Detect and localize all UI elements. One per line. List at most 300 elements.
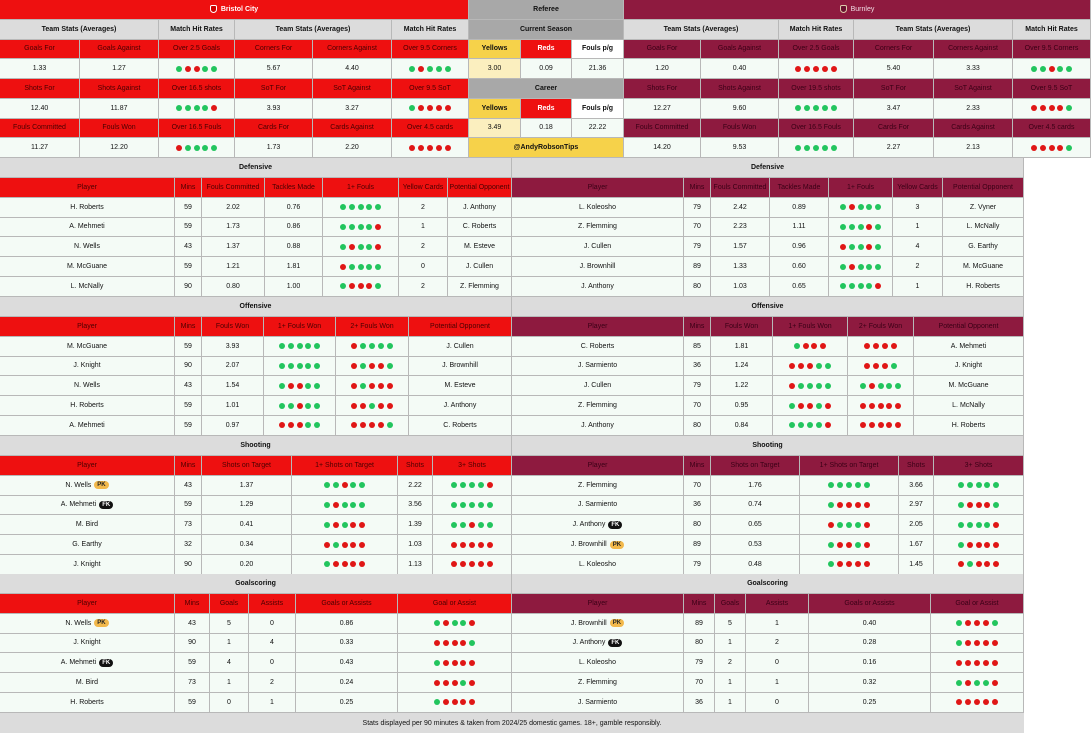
hit-dot-green bbox=[314, 343, 320, 349]
cell-value: 1 bbox=[915, 223, 920, 231]
hit-dot-green bbox=[831, 105, 837, 111]
table-cell bbox=[914, 396, 1024, 416]
table-cell bbox=[202, 198, 265, 218]
stat-value-cell bbox=[80, 59, 159, 79]
table-cell bbox=[202, 257, 265, 277]
cell-value: 59 bbox=[184, 263, 192, 271]
table-cell bbox=[809, 614, 931, 634]
player-name-cell bbox=[512, 535, 684, 555]
hit-rate-dots bbox=[931, 614, 1024, 634]
hit-rate-dots bbox=[800, 496, 899, 516]
player-name: N. Wells bbox=[74, 382, 100, 390]
stat-label: Fouls Won bbox=[722, 124, 757, 132]
column-header-text: Potential Opponent bbox=[430, 322, 490, 330]
stat-value: 1.73 bbox=[266, 144, 281, 152]
hit-dot-red bbox=[846, 542, 852, 548]
stat-label: Goals For bbox=[646, 45, 678, 53]
hit-dot-green bbox=[340, 204, 346, 210]
hit-dot-green bbox=[840, 204, 846, 210]
hit-dot-red bbox=[807, 363, 813, 369]
hit-dot-green bbox=[840, 283, 846, 289]
hit-dot-red bbox=[1031, 145, 1037, 151]
hit-dot-red bbox=[804, 66, 810, 72]
ref-label bbox=[572, 99, 624, 119]
hit-dot-green bbox=[469, 482, 475, 488]
cell-value: 70 bbox=[693, 481, 701, 489]
table-cell bbox=[684, 198, 711, 218]
hit-rate-dots bbox=[159, 138, 235, 158]
hit-dot-red bbox=[967, 542, 973, 548]
referee-current-labels bbox=[469, 40, 624, 60]
hit-dot-green bbox=[828, 502, 834, 508]
away-team-header bbox=[624, 0, 1091, 20]
hit-dot-green bbox=[795, 105, 801, 111]
cell-value: 0.43 bbox=[339, 659, 354, 667]
section-title-text: Shooting bbox=[240, 442, 271, 449]
hit-dot-green bbox=[956, 620, 962, 626]
player-name: J. Anthony bbox=[572, 521, 606, 529]
player-name-cell bbox=[0, 693, 175, 713]
player-name-cell bbox=[0, 357, 175, 377]
table-cell bbox=[715, 693, 746, 713]
table-cell bbox=[175, 634, 210, 654]
column-header-text: Shots on Target bbox=[730, 461, 780, 469]
hit-rate-dots bbox=[829, 277, 893, 297]
column-header bbox=[323, 178, 399, 198]
player-name-cell bbox=[512, 614, 684, 634]
hit-dot-green bbox=[875, 244, 881, 250]
cell-value: 59 bbox=[184, 203, 192, 211]
hit-dot-red bbox=[360, 403, 366, 409]
cell-value: 59 bbox=[184, 342, 192, 350]
player-name: J. Knight bbox=[73, 639, 101, 647]
hit-dot-green bbox=[956, 640, 962, 646]
table-cell bbox=[684, 277, 711, 297]
player-name: H. Roberts bbox=[70, 203, 104, 211]
hit-rate-dots bbox=[934, 515, 1024, 535]
hit-dot-green bbox=[305, 343, 311, 349]
cell-value: 2.97 bbox=[909, 501, 923, 509]
stat-label: Over 9.5 Corners bbox=[403, 45, 457, 53]
table-cell bbox=[711, 277, 770, 297]
hit-dot-green bbox=[849, 244, 855, 250]
stat-label: Shots For bbox=[646, 84, 678, 92]
cell-value: 4 bbox=[227, 659, 231, 667]
cell-value: 80 bbox=[693, 421, 701, 429]
hit-dot-red bbox=[451, 542, 457, 548]
hit-dot-green bbox=[858, 264, 864, 270]
column-header bbox=[398, 456, 433, 476]
hit-rate-dots bbox=[433, 555, 512, 575]
hit-dot-red bbox=[333, 522, 339, 528]
stat-value-cell bbox=[624, 59, 701, 79]
ref-text: Yellows bbox=[481, 104, 508, 112]
table-cell bbox=[409, 357, 512, 377]
cell-value: 90 bbox=[184, 282, 192, 290]
ref-value bbox=[521, 59, 572, 79]
hit-dot-green bbox=[324, 502, 330, 508]
label: Team Stats (Averages) bbox=[663, 25, 739, 33]
hit-dot-red bbox=[478, 542, 484, 548]
column-header bbox=[0, 456, 175, 476]
column-header bbox=[175, 317, 202, 337]
away-team-stats-label bbox=[624, 20, 779, 40]
hit-dot-green bbox=[176, 105, 182, 111]
home-team-header bbox=[0, 0, 469, 20]
hit-dot-green bbox=[816, 383, 822, 389]
hit-dot-red bbox=[873, 343, 879, 349]
hit-dot-red bbox=[869, 422, 875, 428]
hit-dot-red bbox=[974, 699, 980, 705]
hit-dot-red bbox=[418, 145, 424, 151]
cell-value: C. Roberts bbox=[443, 421, 477, 429]
player-name: A. Mehmeti bbox=[69, 223, 105, 231]
hit-dot-red bbox=[350, 522, 356, 528]
cell-value: 1.33 bbox=[733, 263, 747, 271]
player-name-cell bbox=[512, 515, 684, 535]
table-cell bbox=[265, 277, 323, 297]
column-header-text: Fouls Committed bbox=[206, 183, 260, 191]
ref-text: Fouls p/g bbox=[581, 104, 614, 112]
hit-dot-red bbox=[983, 699, 989, 705]
hit-dot-green bbox=[804, 145, 810, 151]
table-cell bbox=[210, 673, 249, 693]
stat-label-cell bbox=[392, 40, 469, 60]
hit-dot-red bbox=[418, 105, 424, 111]
hit-dot-green bbox=[846, 482, 852, 488]
cell-value: 1 bbox=[728, 639, 732, 647]
stat-value-cell bbox=[80, 99, 159, 119]
cell-value: 43 bbox=[184, 481, 192, 489]
cell-value: 1.67 bbox=[909, 541, 923, 549]
column-header-text: Mins bbox=[184, 599, 200, 607]
table-cell bbox=[175, 337, 202, 357]
player-name-cell bbox=[512, 357, 684, 377]
hit-dot-green bbox=[855, 542, 861, 548]
hit-dot-green bbox=[288, 363, 294, 369]
column-header bbox=[829, 178, 893, 198]
hit-dot-green bbox=[804, 105, 810, 111]
footer-text: Stats displayed per 90 minutes & taken from 2024/25 domestic games. 18+, gamble responsibly. bbox=[362, 719, 662, 727]
table-cell bbox=[684, 515, 711, 535]
ref-text: 3.00 bbox=[487, 65, 502, 73]
column-header bbox=[934, 456, 1024, 476]
hit-rate-dots bbox=[398, 634, 512, 654]
hit-dot-green bbox=[825, 383, 831, 389]
free-kick-taker-badge: FK bbox=[608, 639, 622, 647]
bristol-city-crest-icon bbox=[210, 5, 217, 13]
hit-dot-green bbox=[828, 561, 834, 567]
column-header bbox=[175, 456, 202, 476]
hit-rate-dots bbox=[829, 218, 893, 238]
hit-dot-green bbox=[342, 502, 348, 508]
hit-dot-green bbox=[1031, 66, 1037, 72]
hit-dot-green bbox=[855, 482, 861, 488]
player-name: A. Mehmeti bbox=[69, 421, 105, 429]
hit-rate-dots bbox=[934, 555, 1024, 575]
stat-label-cell bbox=[392, 119, 469, 139]
column-header bbox=[512, 594, 684, 614]
hit-dot-green bbox=[409, 105, 415, 111]
player-name-cell bbox=[0, 515, 175, 535]
column-header-text: Potential Opponent bbox=[938, 322, 999, 330]
player-name: J. Knight bbox=[73, 560, 101, 568]
cell-value: 3.56 bbox=[408, 501, 422, 509]
hit-dot-green bbox=[849, 283, 855, 289]
home-team-stats-label bbox=[0, 20, 159, 40]
cell-value: 70 bbox=[693, 223, 701, 231]
stat-label: Over 9.5 SoT bbox=[1030, 84, 1073, 92]
cell-value: 0 bbox=[227, 698, 231, 706]
player-name-cell bbox=[0, 337, 175, 357]
cell-value: 1.11 bbox=[792, 223, 806, 231]
free-kick-taker-badge: FK bbox=[608, 521, 622, 529]
cell-value: 4 bbox=[270, 639, 274, 647]
shooting-section-title bbox=[0, 436, 512, 456]
hit-dot-red bbox=[974, 660, 980, 666]
hit-rate-dots bbox=[829, 198, 893, 218]
hit-dot-green bbox=[460, 482, 466, 488]
hit-dot-green bbox=[297, 343, 303, 349]
column-header-text: Mins bbox=[689, 461, 705, 469]
hit-rate-dots bbox=[773, 337, 848, 357]
hit-dot-green bbox=[360, 343, 366, 349]
table-cell bbox=[175, 535, 202, 555]
column-header bbox=[711, 178, 770, 198]
table-cell bbox=[202, 496, 292, 516]
hit-dot-green bbox=[825, 363, 831, 369]
home-team-stats-label bbox=[235, 20, 392, 40]
label: Match Hit Rates bbox=[1025, 25, 1078, 33]
hit-dot-green bbox=[360, 363, 366, 369]
column-header bbox=[684, 456, 711, 476]
hit-dot-red bbox=[866, 244, 872, 250]
label: Team Stats (Averages) bbox=[275, 25, 351, 33]
hit-dot-red bbox=[984, 502, 990, 508]
table-cell bbox=[202, 535, 292, 555]
player-name-cell bbox=[0, 237, 175, 257]
hit-dot-green bbox=[984, 482, 990, 488]
stat-value: 0.40 bbox=[732, 65, 747, 73]
penalty-taker-badge: PK bbox=[610, 619, 624, 627]
table-cell bbox=[711, 515, 800, 535]
table-cell bbox=[684, 237, 711, 257]
hit-dot-red bbox=[434, 640, 440, 646]
column-header-text: Mins bbox=[689, 183, 705, 191]
cell-value: 1.03 bbox=[408, 541, 422, 549]
cell-value: 79 bbox=[693, 243, 701, 251]
column-header-text: Mins bbox=[180, 461, 196, 469]
hit-dot-green bbox=[342, 522, 348, 528]
column-header-text: 3+ Shots bbox=[964, 461, 993, 469]
stat-value-cell bbox=[80, 138, 159, 158]
hit-dot-green bbox=[202, 145, 208, 151]
stat-value: 12.20 bbox=[110, 144, 128, 152]
cell-value: 2 bbox=[270, 679, 274, 687]
player-name-cell bbox=[512, 555, 684, 575]
column-header bbox=[296, 594, 398, 614]
column-header bbox=[770, 178, 829, 198]
cell-value: 2.42 bbox=[733, 203, 747, 211]
hit-dot-green bbox=[487, 522, 493, 528]
hit-dot-green bbox=[436, 66, 442, 72]
hit-dot-green bbox=[478, 502, 484, 508]
stat-label: Corners Against bbox=[948, 45, 998, 53]
hit-dot-red bbox=[864, 502, 870, 508]
stat-label: SoT For bbox=[880, 84, 907, 92]
table-cell bbox=[684, 416, 711, 436]
cell-value: 1.37 bbox=[226, 243, 240, 251]
hit-dot-red bbox=[351, 343, 357, 349]
column-header bbox=[512, 456, 684, 476]
column-header bbox=[292, 456, 398, 476]
table-cell bbox=[175, 555, 202, 575]
hit-dot-green bbox=[211, 145, 217, 151]
player-name: J. Sarmiento bbox=[577, 501, 618, 509]
cell-value: 43 bbox=[188, 619, 196, 627]
hit-dot-red bbox=[965, 640, 971, 646]
hit-dot-green bbox=[314, 422, 320, 428]
table-cell bbox=[448, 218, 512, 238]
hit-rate-dots bbox=[336, 416, 409, 436]
stat-value-cell bbox=[313, 138, 392, 158]
hit-rate-dots bbox=[292, 476, 398, 496]
shooting-panel-away bbox=[512, 436, 1024, 575]
table-cell bbox=[399, 257, 448, 277]
hit-dot-red bbox=[789, 383, 795, 389]
ref-text: Reds bbox=[537, 104, 555, 112]
label: Match Hit Rates bbox=[170, 25, 223, 33]
hit-dot-green bbox=[349, 204, 355, 210]
player-name: Z. Flemming bbox=[578, 679, 617, 687]
hit-rate-dots bbox=[931, 653, 1024, 673]
table-cell bbox=[943, 257, 1024, 277]
column-header bbox=[202, 456, 292, 476]
table-cell bbox=[265, 257, 323, 277]
player-name-cell bbox=[512, 337, 684, 357]
hit-dot-red bbox=[864, 363, 870, 369]
hit-rate-dots bbox=[264, 357, 336, 377]
hit-dot-red bbox=[1057, 105, 1063, 111]
hit-rate-dots bbox=[398, 653, 512, 673]
hit-dot-green bbox=[333, 542, 339, 548]
table-cell bbox=[711, 357, 773, 377]
stat-label-cell bbox=[701, 79, 779, 99]
stat-label: Corners For bbox=[874, 45, 913, 53]
hit-dot-green bbox=[366, 264, 372, 270]
cell-value: 1 bbox=[728, 679, 732, 687]
hit-dot-green bbox=[958, 522, 964, 528]
stat-label: Over 16.5 shots bbox=[171, 84, 222, 92]
column-header-text: Assists bbox=[260, 599, 284, 607]
cell-value: 1 bbox=[775, 679, 779, 687]
hit-dot-green bbox=[837, 522, 843, 528]
hit-dot-green bbox=[807, 383, 813, 389]
stat-value-cell bbox=[0, 59, 80, 79]
stat-label: Over 2.5 Goals bbox=[792, 45, 840, 53]
twitter-handle bbox=[469, 138, 624, 158]
column-header-text: 1+ Shots on Target bbox=[819, 461, 879, 469]
hit-dot-red bbox=[359, 542, 365, 548]
column-header-text: Fouls Won bbox=[215, 322, 250, 330]
stat-value: 1.33 bbox=[32, 65, 47, 73]
hit-dot-red bbox=[279, 422, 285, 428]
cell-value: 43 bbox=[184, 243, 192, 251]
hit-dot-red bbox=[992, 680, 998, 686]
hit-dot-green bbox=[434, 660, 440, 666]
hit-rate-dots bbox=[848, 337, 914, 357]
stat-label: Fouls Won bbox=[102, 124, 136, 132]
hit-dot-red bbox=[469, 699, 475, 705]
hit-dot-green bbox=[305, 422, 311, 428]
ref-text: 3.49 bbox=[487, 124, 502, 132]
hit-dot-red bbox=[864, 542, 870, 548]
cell-value: A. Mehmeti bbox=[950, 342, 987, 350]
player-name: C. Roberts bbox=[580, 342, 615, 350]
column-header bbox=[809, 594, 931, 614]
column-header-text: Player bbox=[77, 599, 97, 607]
cell-value: 1.81 bbox=[734, 342, 749, 350]
table-cell bbox=[175, 357, 202, 377]
hit-dot-green bbox=[807, 422, 813, 428]
cell-value: 0.25 bbox=[862, 698, 877, 706]
stat-value-cell bbox=[701, 99, 779, 119]
table-cell bbox=[202, 237, 265, 257]
cell-value: 0 bbox=[270, 659, 274, 667]
column-header bbox=[448, 178, 512, 198]
table-cell bbox=[448, 237, 512, 257]
cell-value: Z. Vyner bbox=[969, 203, 997, 211]
ref-text: Reds bbox=[537, 45, 555, 53]
hit-dot-red bbox=[820, 343, 826, 349]
player-name: M. Bird bbox=[75, 679, 99, 687]
ref-text: Fouls p/g bbox=[581, 45, 614, 53]
column-header-text: 1+ Shots on Target bbox=[315, 461, 374, 469]
hit-rate-dots bbox=[159, 99, 235, 119]
column-header bbox=[249, 594, 296, 614]
stat-value-cell bbox=[854, 99, 934, 119]
hit-dot-red bbox=[378, 422, 384, 428]
offensive-panel-away bbox=[512, 297, 1024, 436]
stat-label-cell bbox=[624, 79, 701, 99]
cell-value: 0.74 bbox=[748, 501, 762, 509]
table-cell bbox=[893, 218, 943, 238]
cell-value: 89 bbox=[695, 619, 703, 627]
player-name-cell bbox=[512, 257, 684, 277]
hit-dot-green bbox=[1066, 105, 1072, 111]
hit-dot-green bbox=[813, 145, 819, 151]
table-cell bbox=[399, 237, 448, 257]
hit-dot-red bbox=[469, 680, 475, 686]
table-cell bbox=[746, 673, 809, 693]
player-name: H. Roberts bbox=[70, 402, 104, 410]
hit-dot-red bbox=[1049, 105, 1055, 111]
ref-text: 22.22 bbox=[588, 124, 607, 132]
cell-value: 1.21 bbox=[226, 263, 240, 271]
hit-dot-red bbox=[822, 66, 828, 72]
hit-dot-red bbox=[869, 383, 875, 389]
ref-value bbox=[572, 119, 624, 139]
hit-dot-red bbox=[469, 561, 475, 567]
hit-dot-red bbox=[860, 403, 866, 409]
cell-value: 1.54 bbox=[225, 382, 240, 390]
hit-dot-green bbox=[858, 204, 864, 210]
hit-dot-red bbox=[375, 244, 381, 250]
cell-value: 0.88 bbox=[286, 243, 301, 251]
cell-value: 0.24 bbox=[339, 679, 354, 687]
column-header-text: Mins bbox=[180, 322, 196, 330]
column-header-text: Shots on Target bbox=[222, 461, 271, 469]
